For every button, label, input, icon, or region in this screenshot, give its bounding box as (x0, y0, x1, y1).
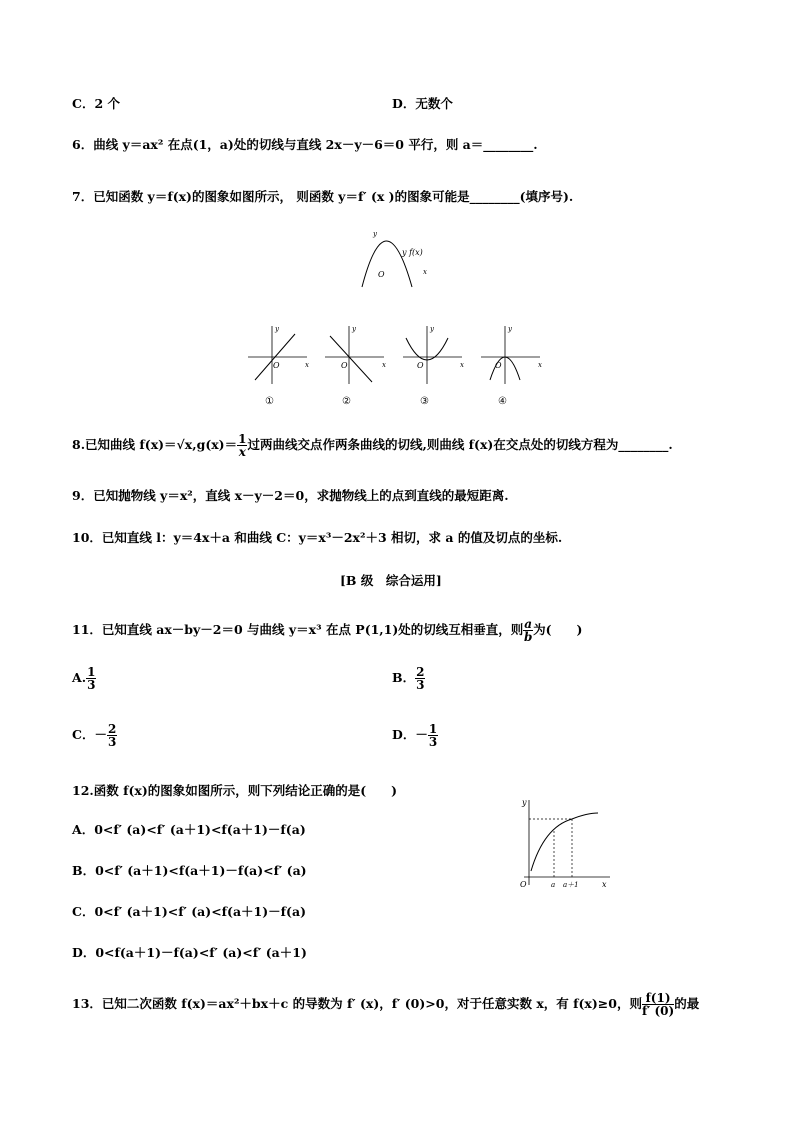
svg-text:x: x (460, 361, 464, 369)
q7-function-graph (350, 225, 440, 295)
q11-option-a: A. $\frac{1}{3}$ (72, 665, 96, 692)
svg-text:y: y (275, 325, 279, 333)
q12-option-a: A．0<f′ (a)<f′ (a＋1)<f(a＋1)－f(a) (72, 822, 306, 837)
q7-option-graph-2 (322, 322, 392, 407)
q8-text-suffix: 过两曲线交点作两条曲线的切线,则曲线 f(x)在交点处的切线方程为________. (247, 437, 673, 452)
q7-option-graph-4 (478, 322, 548, 407)
section-b-heading: [B 级 综合运用] (340, 573, 442, 588)
q11-option-c: C．－ $\frac{2}{3}$ (72, 722, 117, 749)
question-12: 12.函数 f(x)的图象如图所示，则下列结论正确的是( ) (72, 783, 398, 798)
q13-text-suffix: 的最 (674, 996, 700, 1011)
q12-function-graph (512, 795, 612, 890)
q12-tick-a: a (551, 881, 556, 889)
q12-tick-a-plus-1: a＋1 (563, 881, 579, 889)
question-7: 7．已知函数 y＝f(x)的图象如图所示， 则函数 y＝f′ (x )的图象可能是________(填序号). (72, 189, 574, 204)
q12-curve (531, 813, 598, 871)
q7-option-graph-3 (400, 322, 470, 407)
q7-option-4-label: ④ (498, 396, 507, 407)
q11-fraction-denominator: b (523, 630, 533, 644)
q8-fraction-denominator: x (238, 445, 246, 459)
q8-text-prefix: 8.已知曲线 f(x)＝√x,g(x)＝ (72, 437, 238, 452)
q7-y-label: y (373, 230, 377, 238)
q7-option-2-label: ② (342, 396, 351, 407)
question-6: 6．曲线 y＝ax² 在点(1，a)处的切线与直线 2x－y－6＝0 平行，则 a＝________. (72, 137, 538, 152)
q8-fraction (237, 433, 247, 458)
q7-option-graph-1 (245, 322, 315, 407)
q11-fraction (523, 618, 533, 643)
q11-option-d: D．－ $\frac{1}{3}$ (392, 722, 438, 749)
q13-fraction-numerator: f(1) (642, 992, 674, 1005)
svg-text:O: O (341, 361, 348, 370)
q12-option-c: C．0<f′ (a＋1)<f′ (a)<f(a＋1)－f(a) (72, 904, 306, 919)
q7-origin-label: O (378, 270, 385, 279)
question-13 (72, 992, 699, 1017)
q13-fraction-denominator: f′ (0) (641, 1004, 675, 1018)
svg-text:x: x (305, 361, 309, 369)
question-10: 10．已知直线 l：y＝4x＋a 和曲线 C：y＝x³－2x²＋3 相切，求 a 的值及切点的坐标. (72, 530, 563, 545)
svg-text:O: O (273, 361, 280, 370)
q7-x-label: x (423, 268, 427, 276)
q5-option-d: D．无数个 (392, 96, 453, 111)
q13-fraction (642, 992, 674, 1017)
question-8 (72, 433, 673, 458)
q7-option-3-label: ③ (420, 396, 429, 407)
q11-text-prefix: 11．已知直线 ax－by－2＝0 与曲线 y＝x³ 在点 P(1,1)处的切线互相垂直，则 (72, 622, 524, 637)
q5-option-c: C．2 个 (72, 96, 120, 111)
q7-curve-label: y f(x) (402, 248, 423, 257)
q8-fraction-numerator: 1 (238, 432, 247, 446)
q11-fraction-numerator: a (524, 617, 533, 631)
svg-text:O: O (417, 361, 424, 370)
svg-text:y: y (522, 798, 527, 807)
q7-option-1-label: ① (265, 396, 274, 407)
q12-option-d: D．0<f(a＋1)－f(a)<f′ (a)<f′ (a＋1) (72, 945, 307, 960)
svg-text:O: O (520, 880, 527, 889)
svg-text:x: x (602, 880, 607, 889)
svg-text:O: O (495, 361, 502, 370)
svg-text:y: y (430, 325, 434, 333)
svg-text:y: y (352, 325, 356, 333)
q13-text-prefix: 13．已知二次函数 f(x)＝ax²＋bx＋c 的导数为 f′ (x)，f′ (0)>0，对于任意实数 x，有 f(x)≥0，则 (72, 996, 642, 1011)
svg-text:x: x (538, 361, 542, 369)
question-11 (72, 618, 582, 643)
svg-text:y: y (508, 325, 512, 333)
q11-option-b: B． $\frac{2}{3}$ (392, 665, 425, 692)
question-9: 9．已知抛物线 y＝x²，直线 x－y－2＝0，求抛物线上的点到直线的最短距离. (72, 488, 509, 503)
q12-option-b: B．0<f′ (a＋1)<f(a＋1)－f(a)<f′ (a) (72, 863, 307, 878)
q11-text-suffix: 为( ) (533, 622, 583, 637)
svg-text:x: x (382, 361, 386, 369)
